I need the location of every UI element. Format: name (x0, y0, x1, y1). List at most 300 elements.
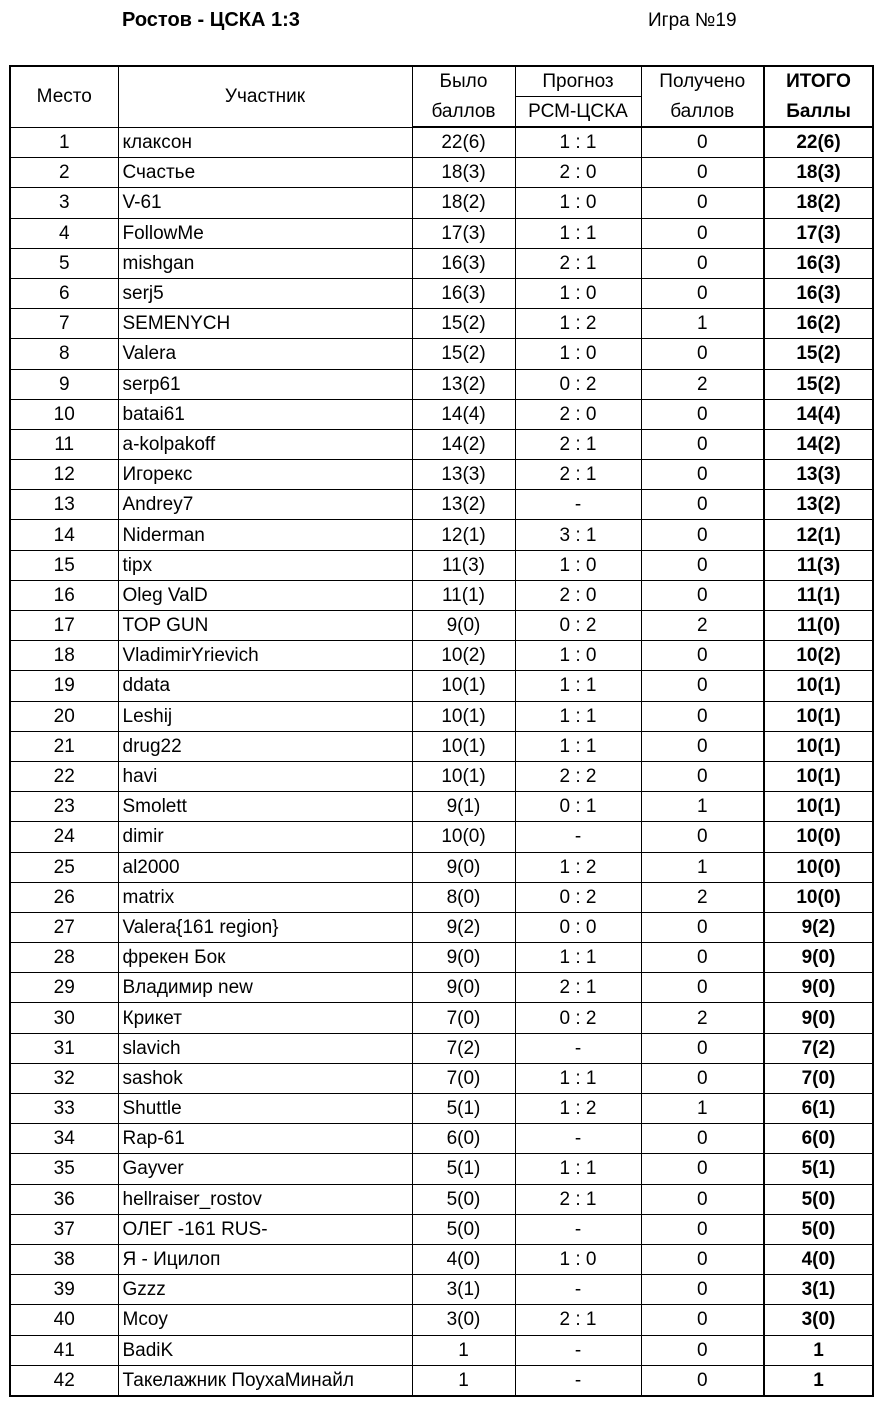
participant-cell: клаксон (118, 127, 412, 158)
place-cell: 31 (10, 1033, 118, 1063)
forecast-cell: 2 : 0 (515, 158, 641, 188)
forecast-cell: 1 : 1 (515, 671, 641, 701)
table-row (10, 1033, 873, 1063)
forecast-cell: 1 : 1 (515, 731, 641, 761)
table-row (10, 218, 873, 248)
table-row (10, 701, 873, 731)
was-points-cell: 14(2) (412, 429, 515, 459)
received-points-cell: 0 (641, 1305, 764, 1335)
participant-cell: фрекен Бок (118, 943, 412, 973)
table-row (10, 761, 873, 791)
forecast-cell: 1 : 1 (515, 127, 641, 158)
forecast-cell: 1 : 0 (515, 278, 641, 308)
table-row (10, 822, 873, 852)
participant-cell: Счастье (118, 158, 412, 188)
received-points-cell: 0 (641, 1214, 764, 1244)
received-points-cell: 0 (641, 731, 764, 761)
total-points-cell: 5(0) (764, 1184, 873, 1214)
participant-cell: V-61 (118, 188, 412, 218)
column-header-received-top: Получено (641, 66, 764, 97)
place-cell: 22 (10, 761, 118, 791)
column-header-was-top: Было (412, 66, 515, 97)
total-points-cell: 16(3) (764, 248, 873, 278)
was-points-cell: 1 (412, 1365, 515, 1396)
received-points-cell: 0 (641, 248, 764, 278)
forecast-cell: 0 : 2 (515, 882, 641, 912)
total-points-cell: 10(0) (764, 882, 873, 912)
was-points-cell: 13(3) (412, 460, 515, 490)
was-points-cell: 9(1) (412, 792, 515, 822)
table-row (10, 1214, 873, 1244)
forecast-cell: - (515, 1365, 641, 1396)
column-header-forecast-bottom: РСМ-ЦСКА (515, 97, 641, 128)
table-row (10, 1335, 873, 1365)
total-points-cell: 15(2) (764, 369, 873, 399)
total-points-cell: 12(1) (764, 520, 873, 550)
place-cell: 3 (10, 188, 118, 218)
place-cell: 9 (10, 369, 118, 399)
place-cell: 34 (10, 1124, 118, 1154)
total-points-cell: 1 (764, 1365, 873, 1396)
was-points-cell: 10(1) (412, 671, 515, 701)
total-points-cell: 14(2) (764, 429, 873, 459)
participant-cell: VladimirYrievich (118, 641, 412, 671)
place-cell: 37 (10, 1214, 118, 1244)
forecast-cell: 0 : 2 (515, 1003, 641, 1033)
received-points-cell: 0 (641, 761, 764, 791)
was-points-cell: 5(1) (412, 1094, 515, 1124)
table-row (10, 248, 873, 278)
table-row (10, 429, 873, 459)
received-points-cell: 0 (641, 550, 764, 580)
received-points-cell: 1 (641, 1094, 764, 1124)
place-cell: 21 (10, 731, 118, 761)
was-points-cell: 16(3) (412, 248, 515, 278)
forecast-cell: 3 : 1 (515, 520, 641, 550)
place-cell: 20 (10, 701, 118, 731)
place-cell: 23 (10, 792, 118, 822)
table-row (10, 1305, 873, 1335)
place-cell: 14 (10, 520, 118, 550)
total-points-cell: 9(2) (764, 912, 873, 942)
was-points-cell: 22(6) (412, 127, 515, 158)
participant-cell: BadiK (118, 1335, 412, 1365)
table-row (10, 1184, 873, 1214)
forecast-cell: 2 : 0 (515, 580, 641, 610)
forecast-cell: 2 : 2 (515, 761, 641, 791)
total-points-cell: 10(1) (764, 792, 873, 822)
received-points-cell: 0 (641, 973, 764, 1003)
forecast-cell: - (515, 1033, 641, 1063)
total-points-cell: 22(6) (764, 127, 873, 158)
forecast-cell: 1 : 2 (515, 309, 641, 339)
table-row (10, 1244, 873, 1274)
forecast-cell: - (515, 1214, 641, 1244)
was-points-cell: 16(3) (412, 278, 515, 308)
participant-cell: Shuttle (118, 1094, 412, 1124)
table-row (10, 882, 873, 912)
table-row (10, 278, 873, 308)
received-points-cell: 0 (641, 429, 764, 459)
participant-cell: Valera{161 region} (118, 912, 412, 942)
participant-cell: Smolett (118, 792, 412, 822)
place-cell: 42 (10, 1365, 118, 1396)
table-row (10, 1094, 873, 1124)
participant-cell: serp61 (118, 369, 412, 399)
table-row (10, 792, 873, 822)
total-points-cell: 11(3) (764, 550, 873, 580)
received-points-cell: 1 (641, 852, 764, 882)
table-row (10, 580, 873, 610)
received-points-cell: 0 (641, 490, 764, 520)
forecast-cell: 0 : 1 (515, 792, 641, 822)
was-points-cell: 9(0) (412, 943, 515, 973)
total-points-cell: 14(4) (764, 399, 873, 429)
forecast-cell: 2 : 1 (515, 248, 641, 278)
place-cell: 4 (10, 218, 118, 248)
column-header-place: Место (10, 66, 118, 127)
place-cell: 10 (10, 399, 118, 429)
forecast-cell: 2 : 0 (515, 399, 641, 429)
table-row (10, 127, 873, 158)
total-points-cell: 17(3) (764, 218, 873, 248)
total-points-cell: 15(2) (764, 339, 873, 369)
total-points-cell: 9(0) (764, 973, 873, 1003)
forecast-cell: 1 : 0 (515, 1244, 641, 1274)
participant-cell: Andrey7 (118, 490, 412, 520)
total-points-cell: 10(1) (764, 731, 873, 761)
participant-cell: TOP GUN (118, 611, 412, 641)
was-points-cell: 3(1) (412, 1275, 515, 1305)
place-cell: 35 (10, 1154, 118, 1184)
was-points-cell: 15(2) (412, 339, 515, 369)
participant-cell: Gzzz (118, 1275, 412, 1305)
forecast-cell: 1 : 0 (515, 188, 641, 218)
was-points-cell: 5(0) (412, 1184, 515, 1214)
participant-cell: al2000 (118, 852, 412, 882)
received-points-cell: 0 (641, 1365, 764, 1396)
table-row (10, 1063, 873, 1093)
was-points-cell: 4(0) (412, 1244, 515, 1274)
was-points-cell: 11(1) (412, 580, 515, 610)
received-points-cell: 0 (641, 641, 764, 671)
received-points-cell: 0 (641, 1244, 764, 1274)
forecast-cell: 1 : 1 (515, 701, 641, 731)
received-points-cell: 0 (641, 339, 764, 369)
place-cell: 17 (10, 611, 118, 641)
forecast-cell: 1 : 1 (515, 943, 641, 973)
participant-cell: a-kolpakoff (118, 429, 412, 459)
was-points-cell: 6(0) (412, 1124, 515, 1154)
forecast-cell: 1 : 1 (515, 218, 641, 248)
forecast-cell: 2 : 1 (515, 973, 641, 1003)
received-points-cell: 0 (641, 701, 764, 731)
participant-cell: batai61 (118, 399, 412, 429)
received-points-cell: 0 (641, 912, 764, 942)
table-row (10, 912, 873, 942)
participant-cell: FollowMe (118, 218, 412, 248)
total-points-cell: 6(0) (764, 1124, 873, 1154)
received-points-cell: 0 (641, 1184, 764, 1214)
received-points-cell: 0 (641, 1275, 764, 1305)
total-points-cell: 18(3) (764, 158, 873, 188)
forecast-cell: 1 : 1 (515, 1063, 641, 1093)
table-row (10, 490, 873, 520)
was-points-cell: 10(1) (412, 731, 515, 761)
forecast-cell: 2 : 1 (515, 460, 641, 490)
standings-body (10, 127, 873, 1396)
was-points-cell: 5(0) (412, 1214, 515, 1244)
place-cell: 2 (10, 158, 118, 188)
participant-cell: mishgan (118, 248, 412, 278)
received-points-cell: 0 (641, 399, 764, 429)
total-points-cell: 3(0) (764, 1305, 873, 1335)
column-header-total-bottom: Баллы (764, 97, 873, 128)
place-cell: 40 (10, 1305, 118, 1335)
was-points-cell: 14(4) (412, 399, 515, 429)
column-header-received-bottom: баллов (641, 97, 764, 128)
standings-table (9, 65, 874, 1397)
place-cell: 11 (10, 429, 118, 459)
table-row (10, 973, 873, 1003)
received-points-cell: 0 (641, 1154, 764, 1184)
table-row (10, 339, 873, 369)
was-points-cell: 13(2) (412, 490, 515, 520)
was-points-cell: 9(0) (412, 852, 515, 882)
column-header-participant: Участник (118, 66, 412, 127)
forecast-cell: 0 : 0 (515, 912, 641, 942)
place-cell: 26 (10, 882, 118, 912)
place-cell: 7 (10, 309, 118, 339)
place-cell: 6 (10, 278, 118, 308)
received-points-cell: 1 (641, 309, 764, 339)
forecast-cell: - (515, 1275, 641, 1305)
place-cell: 25 (10, 852, 118, 882)
place-cell: 5 (10, 248, 118, 278)
participant-cell: Niderman (118, 520, 412, 550)
table-row (10, 641, 873, 671)
participant-cell: slavich (118, 1033, 412, 1063)
total-points-cell: 6(1) (764, 1094, 873, 1124)
received-points-cell: 2 (641, 882, 764, 912)
table-row (10, 550, 873, 580)
table-row (10, 309, 873, 339)
place-cell: 29 (10, 973, 118, 1003)
table-row (10, 1154, 873, 1184)
was-points-cell: 17(3) (412, 218, 515, 248)
place-cell: 15 (10, 550, 118, 580)
participant-cell: Rap-61 (118, 1124, 412, 1154)
received-points-cell: 0 (641, 460, 764, 490)
was-points-cell: 18(2) (412, 188, 515, 218)
total-points-cell: 5(1) (764, 1154, 873, 1184)
total-points-cell: 11(1) (764, 580, 873, 610)
received-points-cell: 0 (641, 1124, 764, 1154)
was-points-cell: 9(0) (412, 611, 515, 641)
forecast-cell: 1 : 2 (515, 852, 641, 882)
table-row (10, 1275, 873, 1305)
was-points-cell: 9(2) (412, 912, 515, 942)
participant-cell: serj5 (118, 278, 412, 308)
table-row (10, 1365, 873, 1396)
forecast-cell: - (515, 490, 641, 520)
place-cell: 41 (10, 1335, 118, 1365)
received-points-cell: 2 (641, 1003, 764, 1033)
total-points-cell: 18(2) (764, 188, 873, 218)
was-points-cell: 15(2) (412, 309, 515, 339)
total-points-cell: 10(1) (764, 671, 873, 701)
forecast-cell: 1 : 0 (515, 641, 641, 671)
participant-cell: sashok (118, 1063, 412, 1093)
received-points-cell: 1 (641, 792, 764, 822)
received-points-cell: 0 (641, 822, 764, 852)
total-points-cell: 9(0) (764, 1003, 873, 1033)
forecast-cell: 0 : 2 (515, 369, 641, 399)
received-points-cell: 2 (641, 611, 764, 641)
table-row (10, 852, 873, 882)
received-points-cell: 0 (641, 188, 764, 218)
table-row (10, 520, 873, 550)
received-points-cell: 0 (641, 218, 764, 248)
received-points-cell: 0 (641, 127, 764, 158)
forecast-cell: - (515, 1335, 641, 1365)
participant-cell: Игорекс (118, 460, 412, 490)
forecast-cell: 1 : 0 (515, 550, 641, 580)
was-points-cell: 7(0) (412, 1063, 515, 1093)
received-points-cell: 0 (641, 1335, 764, 1365)
received-points-cell: 0 (641, 1033, 764, 1063)
total-points-cell: 4(0) (764, 1244, 873, 1274)
table-row (10, 1124, 873, 1154)
participant-cell: Valera (118, 339, 412, 369)
participant-cell: Я - Ицилоп (118, 1244, 412, 1274)
was-points-cell: 11(3) (412, 550, 515, 580)
place-cell: 39 (10, 1275, 118, 1305)
place-cell: 38 (10, 1244, 118, 1274)
participant-cell: Leshij (118, 701, 412, 731)
participant-cell: ddata (118, 671, 412, 701)
total-points-cell: 5(0) (764, 1214, 873, 1244)
table-row (10, 158, 873, 188)
participant-cell: ОЛЕГ -161 RUS- (118, 1214, 412, 1244)
table-row (10, 731, 873, 761)
was-points-cell: 18(3) (412, 158, 515, 188)
column-header-was-bottom: баллов (412, 97, 515, 128)
was-points-cell: 9(0) (412, 973, 515, 1003)
received-points-cell: 0 (641, 158, 764, 188)
forecast-cell: - (515, 822, 641, 852)
place-cell: 28 (10, 943, 118, 973)
total-points-cell: 9(0) (764, 943, 873, 973)
participant-cell: matrix (118, 882, 412, 912)
was-points-cell: 13(2) (412, 369, 515, 399)
total-points-cell: 10(0) (764, 822, 873, 852)
total-points-cell: 7(2) (764, 1033, 873, 1063)
forecast-cell: 2 : 1 (515, 1184, 641, 1214)
place-cell: 24 (10, 822, 118, 852)
match-title: Ростов - ЦСКА 1:3 (122, 9, 300, 31)
place-cell: 13 (10, 490, 118, 520)
received-points-cell: 0 (641, 580, 764, 610)
forecast-cell: 2 : 1 (515, 429, 641, 459)
was-points-cell: 10(1) (412, 761, 515, 791)
was-points-cell: 7(0) (412, 1003, 515, 1033)
total-points-cell: 13(3) (764, 460, 873, 490)
forecast-cell: 0 : 2 (515, 611, 641, 641)
participant-cell: Oleg ValD (118, 580, 412, 610)
received-points-cell: 0 (641, 943, 764, 973)
participant-cell: hellraiser_rostov (118, 1184, 412, 1214)
place-cell: 32 (10, 1063, 118, 1093)
received-points-cell: 0 (641, 278, 764, 308)
total-points-cell: 10(0) (764, 852, 873, 882)
place-cell: 36 (10, 1184, 118, 1214)
forecast-cell: 1 : 2 (515, 1094, 641, 1124)
table-row (10, 399, 873, 429)
participant-cell: Gayver (118, 1154, 412, 1184)
was-points-cell: 3(0) (412, 1305, 515, 1335)
column-header-total-top: ИТОГО (764, 66, 873, 97)
received-points-cell: 2 (641, 369, 764, 399)
table-row (10, 671, 873, 701)
forecast-cell: 1 : 0 (515, 339, 641, 369)
participant-cell: drug22 (118, 731, 412, 761)
place-cell: 19 (10, 671, 118, 701)
total-points-cell: 13(2) (764, 490, 873, 520)
total-points-cell: 16(3) (764, 278, 873, 308)
participant-cell: Такелажник ПоухаМинайл (118, 1365, 412, 1396)
table-row (10, 611, 873, 641)
forecast-cell: - (515, 1124, 641, 1154)
total-points-cell: 3(1) (764, 1275, 873, 1305)
was-points-cell: 10(2) (412, 641, 515, 671)
total-points-cell: 11(0) (764, 611, 873, 641)
table-row (10, 460, 873, 490)
table-row (10, 943, 873, 973)
participant-cell: tipx (118, 550, 412, 580)
forecast-cell: 2 : 1 (515, 1305, 641, 1335)
total-points-cell: 10(1) (764, 701, 873, 731)
place-cell: 12 (10, 460, 118, 490)
table-row (10, 188, 873, 218)
was-points-cell: 8(0) (412, 882, 515, 912)
total-points-cell: 16(2) (764, 309, 873, 339)
was-points-cell: 5(1) (412, 1154, 515, 1184)
game-number: Игра №19 (648, 10, 737, 31)
place-cell: 16 (10, 580, 118, 610)
place-cell: 33 (10, 1094, 118, 1124)
was-points-cell: 10(1) (412, 701, 515, 731)
total-points-cell: 7(0) (764, 1063, 873, 1093)
participant-cell: SEMENYCH (118, 309, 412, 339)
place-cell: 30 (10, 1003, 118, 1033)
place-cell: 1 (10, 127, 118, 158)
was-points-cell: 1 (412, 1335, 515, 1365)
participant-cell: Крикет (118, 1003, 412, 1033)
column-header-forecast-top: Прогноз (515, 66, 641, 97)
forecast-cell: 1 : 1 (515, 1154, 641, 1184)
participant-cell: Mcoy (118, 1305, 412, 1335)
table-row (10, 1003, 873, 1033)
place-cell: 27 (10, 912, 118, 942)
received-points-cell: 0 (641, 671, 764, 701)
participant-cell: havi (118, 761, 412, 791)
participant-cell: dimir (118, 822, 412, 852)
was-points-cell: 12(1) (412, 520, 515, 550)
total-points-cell: 10(1) (764, 761, 873, 791)
table-row (10, 369, 873, 399)
received-points-cell: 0 (641, 520, 764, 550)
